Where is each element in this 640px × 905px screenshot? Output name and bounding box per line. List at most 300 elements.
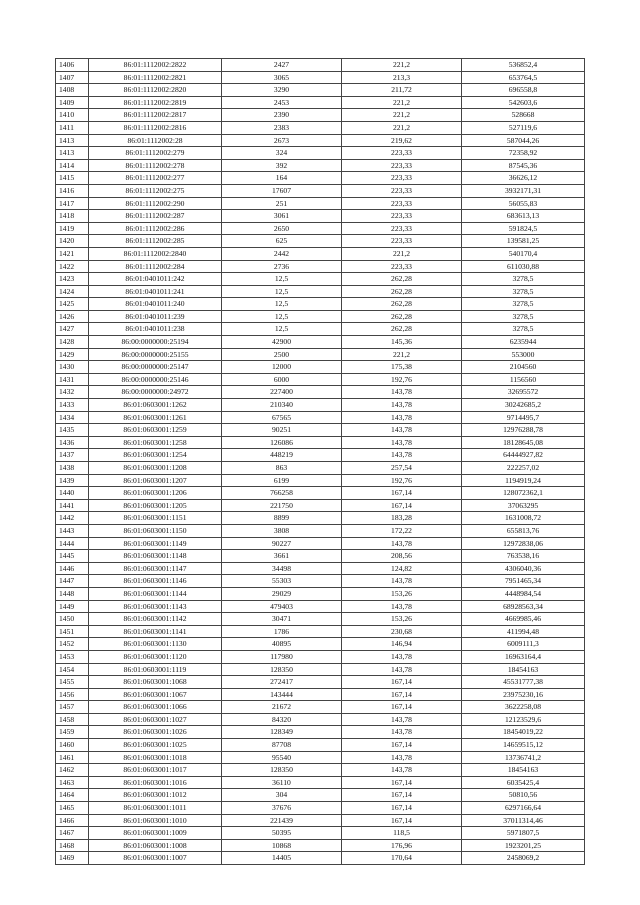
cadastral-value-cell: 591824,5 bbox=[462, 222, 585, 235]
specific-value-cell: 213,3 bbox=[342, 71, 462, 84]
area-value-cell: 128349 bbox=[222, 726, 342, 739]
row-number-cell: 1459 bbox=[56, 726, 89, 739]
cadastral-number-cell: 86:01:0603001:1120 bbox=[89, 650, 222, 663]
cadastral-number-cell: 86:01:0603001:1143 bbox=[89, 600, 222, 613]
table-row bbox=[56, 260, 585, 273]
cadastral-number-cell: 86:00:0000000:25146 bbox=[89, 373, 222, 386]
cadastral-number-cell: 86:01:0603001:1142 bbox=[89, 613, 222, 626]
cadastral-number-cell: 86:01:0603001:1141 bbox=[89, 625, 222, 638]
specific-value-cell: 219,62 bbox=[342, 134, 462, 147]
table-row bbox=[56, 701, 585, 714]
table-row bbox=[56, 348, 585, 361]
table-row bbox=[56, 235, 585, 248]
table-row bbox=[56, 310, 585, 323]
cadastral-number-cell: 86:01:0603001:1010 bbox=[89, 814, 222, 827]
table-row bbox=[56, 247, 585, 260]
area-value-cell: 272417 bbox=[222, 676, 342, 689]
cadastral-number-cell: 86:01:0603001:1146 bbox=[89, 575, 222, 588]
area-value-cell: 55303 bbox=[222, 575, 342, 588]
table-row bbox=[56, 613, 585, 626]
table-row bbox=[56, 134, 585, 147]
table-row bbox=[56, 550, 585, 563]
specific-value-cell: 143,78 bbox=[342, 650, 462, 663]
table-row bbox=[56, 361, 585, 374]
area-value-cell: 87708 bbox=[222, 739, 342, 752]
cadastral-value-cell: 4306040,36 bbox=[462, 562, 585, 575]
table-row bbox=[56, 197, 585, 210]
specific-value-cell: 221,2 bbox=[342, 59, 462, 72]
row-number-cell: 1450 bbox=[56, 613, 89, 626]
cadastral-value-cell: 12972838,06 bbox=[462, 537, 585, 550]
table-row bbox=[56, 713, 585, 726]
specific-value-cell: 208,56 bbox=[342, 550, 462, 563]
cadastral-value-cell: 222257,02 bbox=[462, 462, 585, 475]
specific-value-cell: 221,2 bbox=[342, 96, 462, 109]
area-value-cell: 221750 bbox=[222, 499, 342, 512]
area-value-cell: 40895 bbox=[222, 638, 342, 651]
area-value-cell: 2427 bbox=[222, 59, 342, 72]
row-number-cell: 1436 bbox=[56, 436, 89, 449]
specific-value-cell: 223,33 bbox=[342, 197, 462, 210]
cadastral-value-cell: 3278,5 bbox=[462, 310, 585, 323]
specific-value-cell: 143,78 bbox=[342, 386, 462, 399]
cadastral-number-cell: 86:01:0603001:1025 bbox=[89, 739, 222, 752]
area-value-cell: 30471 bbox=[222, 613, 342, 626]
area-value-cell: 12,5 bbox=[222, 273, 342, 286]
specific-value-cell: 143,78 bbox=[342, 424, 462, 437]
area-value-cell: 210340 bbox=[222, 399, 342, 412]
cadastral-number-cell: 86:01:1112002:275 bbox=[89, 184, 222, 197]
table-row bbox=[56, 373, 585, 386]
table-row bbox=[56, 59, 585, 72]
row-number-cell: 1431 bbox=[56, 373, 89, 386]
specific-value-cell: 167,14 bbox=[342, 487, 462, 500]
cadastral-number-cell: 86:01:1112002:2840 bbox=[89, 247, 222, 260]
row-number-cell: 1427 bbox=[56, 323, 89, 336]
cadastral-number-cell: 86:01:1112002:290 bbox=[89, 197, 222, 210]
area-value-cell: 12,5 bbox=[222, 298, 342, 311]
specific-value-cell: 143,78 bbox=[342, 764, 462, 777]
row-number-cell: 1410 bbox=[56, 109, 89, 122]
cadastral-number-cell: 86:01:0603001:1011 bbox=[89, 802, 222, 815]
specific-value-cell: 143,78 bbox=[342, 411, 462, 424]
cadastral-number-cell: 86:01:1112002:2817 bbox=[89, 109, 222, 122]
cadastral-value-cell: 87545,36 bbox=[462, 159, 585, 172]
specific-value-cell: 223,33 bbox=[342, 147, 462, 160]
table-row bbox=[56, 802, 585, 815]
cadastral-value-cell: 3278,5 bbox=[462, 323, 585, 336]
specific-value-cell: 262,28 bbox=[342, 298, 462, 311]
area-value-cell: 128350 bbox=[222, 663, 342, 676]
area-value-cell: 479403 bbox=[222, 600, 342, 613]
table-row bbox=[56, 84, 585, 97]
area-value-cell: 1786 bbox=[222, 625, 342, 638]
specific-value-cell: 143,78 bbox=[342, 399, 462, 412]
cadastral-value-cell: 12976288,78 bbox=[462, 424, 585, 437]
area-value-cell: 143444 bbox=[222, 688, 342, 701]
cadastral-value-cell: 6297166,64 bbox=[462, 802, 585, 815]
table-body bbox=[56, 59, 585, 865]
specific-value-cell: 183,28 bbox=[342, 512, 462, 525]
specific-value-cell: 223,33 bbox=[342, 210, 462, 223]
cadastral-number-cell: 86:01:0401011:238 bbox=[89, 323, 222, 336]
specific-value-cell: 262,28 bbox=[342, 285, 462, 298]
row-number-cell: 1439 bbox=[56, 474, 89, 487]
area-value-cell: 90227 bbox=[222, 537, 342, 550]
table-row bbox=[56, 764, 585, 777]
area-value-cell: 3808 bbox=[222, 524, 342, 537]
area-value-cell: 766258 bbox=[222, 487, 342, 500]
row-number-cell: 1425 bbox=[56, 298, 89, 311]
area-value-cell: 2650 bbox=[222, 222, 342, 235]
row-number-cell: 1440 bbox=[56, 487, 89, 500]
specific-value-cell: 167,14 bbox=[342, 776, 462, 789]
row-number-cell: 1464 bbox=[56, 789, 89, 802]
cadastral-number-cell: 86:01:0603001:1018 bbox=[89, 751, 222, 764]
cadastral-value-cell: 536852,4 bbox=[462, 59, 585, 72]
area-value-cell: 2383 bbox=[222, 121, 342, 134]
table-row bbox=[56, 184, 585, 197]
table-row bbox=[56, 512, 585, 525]
specific-value-cell: 176,96 bbox=[342, 839, 462, 852]
cadastral-value-cell: 50810,56 bbox=[462, 789, 585, 802]
cadastral-value-cell: 3932171,31 bbox=[462, 184, 585, 197]
cadastral-value-cell: 6035425,4 bbox=[462, 776, 585, 789]
area-value-cell: 14405 bbox=[222, 852, 342, 865]
cadastral-number-cell: 86:00:0000000:25147 bbox=[89, 361, 222, 374]
row-number-cell: 1442 bbox=[56, 512, 89, 525]
cadastral-number-cell: 86:01:1112002:28 bbox=[89, 134, 222, 147]
cadastral-value-cell: 36626,12 bbox=[462, 172, 585, 185]
cadastral-number-cell: 86:01:1112002:286 bbox=[89, 222, 222, 235]
row-number-cell: 1428 bbox=[56, 336, 89, 349]
cadastral-number-cell: 86:01:0603001:1067 bbox=[89, 688, 222, 701]
table-row bbox=[56, 688, 585, 701]
area-value-cell: 2453 bbox=[222, 96, 342, 109]
row-number-cell: 1430 bbox=[56, 361, 89, 374]
cadastral-value-cell: 696558,8 bbox=[462, 84, 585, 97]
row-number-cell: 1413 bbox=[56, 147, 89, 160]
row-number-cell: 1426 bbox=[56, 310, 89, 323]
cadastral-number-cell: 86:01:0401011:241 bbox=[89, 285, 222, 298]
area-value-cell: 34498 bbox=[222, 562, 342, 575]
cadastral-number-cell: 86:01:0603001:1205 bbox=[89, 499, 222, 512]
cadastral-value-cell: 587044,26 bbox=[462, 134, 585, 147]
area-value-cell: 3065 bbox=[222, 71, 342, 84]
cadastral-value-cell: 2458069,2 bbox=[462, 852, 585, 865]
row-number-cell: 1453 bbox=[56, 650, 89, 663]
area-value-cell: 50395 bbox=[222, 827, 342, 840]
table-row bbox=[56, 285, 585, 298]
area-value-cell: 12,5 bbox=[222, 285, 342, 298]
area-value-cell: 251 bbox=[222, 197, 342, 210]
row-number-cell: 1460 bbox=[56, 739, 89, 752]
row-number-cell: 1448 bbox=[56, 587, 89, 600]
specific-value-cell: 167,14 bbox=[342, 802, 462, 815]
cadastral-number-cell: 86:00:0000000:25155 bbox=[89, 348, 222, 361]
cadastral-number-cell: 86:00:0000000:25194 bbox=[89, 336, 222, 349]
cadastral-value-cell: 3278,5 bbox=[462, 285, 585, 298]
cadastral-number-cell: 86:01:0603001:1009 bbox=[89, 827, 222, 840]
area-value-cell: 304 bbox=[222, 789, 342, 802]
cadastral-number-cell: 86:01:0603001:1066 bbox=[89, 701, 222, 714]
row-number-cell: 1446 bbox=[56, 562, 89, 575]
row-number-cell: 1424 bbox=[56, 285, 89, 298]
cadastral-number-cell: 86:01:0603001:1130 bbox=[89, 638, 222, 651]
row-number-cell: 1420 bbox=[56, 235, 89, 248]
cadastral-value-cell: 540170,4 bbox=[462, 247, 585, 260]
cadastral-value-cell: 7951465,34 bbox=[462, 575, 585, 588]
specific-value-cell: 223,33 bbox=[342, 260, 462, 273]
row-number-cell: 1415 bbox=[56, 172, 89, 185]
table-row bbox=[56, 739, 585, 752]
cadastral-number-cell: 86:01:1112002:2816 bbox=[89, 121, 222, 134]
row-number-cell: 1441 bbox=[56, 499, 89, 512]
cadastral-number-cell: 86:01:0603001:1147 bbox=[89, 562, 222, 575]
cadastral-value-cell: 3278,5 bbox=[462, 273, 585, 286]
row-number-cell: 1466 bbox=[56, 814, 89, 827]
cadastral-value-cell: 553000 bbox=[462, 348, 585, 361]
specific-value-cell: 262,28 bbox=[342, 310, 462, 323]
specific-value-cell: 143,78 bbox=[342, 600, 462, 613]
specific-value-cell: 192,76 bbox=[342, 373, 462, 386]
cadastral-value-cell: 683613,13 bbox=[462, 210, 585, 223]
cadastral-number-cell: 86:01:0603001:1144 bbox=[89, 587, 222, 600]
row-number-cell: 1432 bbox=[56, 386, 89, 399]
cadastral-value-cell: 9714495,7 bbox=[462, 411, 585, 424]
row-number-cell: 1463 bbox=[56, 776, 89, 789]
area-value-cell: 12000 bbox=[222, 361, 342, 374]
area-value-cell: 84320 bbox=[222, 713, 342, 726]
cadastral-value-cell: 5971807,5 bbox=[462, 827, 585, 840]
specific-value-cell: 143,78 bbox=[342, 449, 462, 462]
table-row bbox=[56, 147, 585, 160]
cadastral-number-cell: 86:01:1112002:2819 bbox=[89, 96, 222, 109]
table-row bbox=[56, 537, 585, 550]
specific-value-cell: 223,33 bbox=[342, 184, 462, 197]
row-number-cell: 1445 bbox=[56, 550, 89, 563]
table-row bbox=[56, 109, 585, 122]
specific-value-cell: 167,14 bbox=[342, 789, 462, 802]
table-row bbox=[56, 121, 585, 134]
specific-value-cell: 118,5 bbox=[342, 827, 462, 840]
area-value-cell: 126086 bbox=[222, 436, 342, 449]
area-value-cell: 2500 bbox=[222, 348, 342, 361]
table-row bbox=[56, 462, 585, 475]
area-value-cell: 392 bbox=[222, 159, 342, 172]
cadastral-number-cell: 86:01:0603001:1119 bbox=[89, 663, 222, 676]
cadastral-number-cell: 86:01:1112002:279 bbox=[89, 147, 222, 160]
cadastral-value-cell: 1631008,72 bbox=[462, 512, 585, 525]
specific-value-cell: 221,2 bbox=[342, 348, 462, 361]
cadastral-value-cell: 13736741,2 bbox=[462, 751, 585, 764]
table-row bbox=[56, 222, 585, 235]
table-row bbox=[56, 524, 585, 537]
row-number-cell: 1455 bbox=[56, 676, 89, 689]
cadastral-value-cell: 527119,6 bbox=[462, 121, 585, 134]
table-row bbox=[56, 638, 585, 651]
cadastral-number-cell: 86:01:0603001:1012 bbox=[89, 789, 222, 802]
area-value-cell: 67565 bbox=[222, 411, 342, 424]
specific-value-cell: 262,28 bbox=[342, 323, 462, 336]
table-row bbox=[56, 839, 585, 852]
area-value-cell: 6199 bbox=[222, 474, 342, 487]
table-row bbox=[56, 663, 585, 676]
row-number-cell: 1422 bbox=[56, 260, 89, 273]
cadastral-value-cell: 18454163 bbox=[462, 663, 585, 676]
area-value-cell: 36110 bbox=[222, 776, 342, 789]
cadastral-value-cell: 18454163 bbox=[462, 764, 585, 777]
table-row bbox=[56, 852, 585, 865]
area-value-cell: 42900 bbox=[222, 336, 342, 349]
cadastral-number-cell: 86:01:0603001:1068 bbox=[89, 676, 222, 689]
row-number-cell: 1406 bbox=[56, 59, 89, 72]
table-row bbox=[56, 726, 585, 739]
area-value-cell: 37676 bbox=[222, 802, 342, 815]
specific-value-cell: 143,78 bbox=[342, 663, 462, 676]
cadastral-value-cell: 45531777,38 bbox=[462, 676, 585, 689]
table-row bbox=[56, 298, 585, 311]
specific-value-cell: 124,82 bbox=[342, 562, 462, 575]
area-value-cell: 17607 bbox=[222, 184, 342, 197]
cadastral-value-cell: 542603,6 bbox=[462, 96, 585, 109]
table-row bbox=[56, 562, 585, 575]
cadastral-value-cell: 763538,16 bbox=[462, 550, 585, 563]
cadastral-value-cell: 1194919,24 bbox=[462, 474, 585, 487]
row-number-cell: 1444 bbox=[56, 537, 89, 550]
specific-value-cell: 143,78 bbox=[342, 726, 462, 739]
specific-value-cell: 146,94 bbox=[342, 638, 462, 651]
area-value-cell: 2442 bbox=[222, 247, 342, 260]
specific-value-cell: 143,78 bbox=[342, 537, 462, 550]
specific-value-cell: 223,33 bbox=[342, 172, 462, 185]
table-row bbox=[56, 71, 585, 84]
cadastral-value-cell: 32695572 bbox=[462, 386, 585, 399]
area-value-cell: 6000 bbox=[222, 373, 342, 386]
row-number-cell: 1429 bbox=[56, 348, 89, 361]
cadastral-value-cell: 72358,92 bbox=[462, 147, 585, 160]
row-number-cell: 1409 bbox=[56, 96, 89, 109]
specific-value-cell: 167,14 bbox=[342, 688, 462, 701]
cadastral-number-cell: 86:01:1112002:278 bbox=[89, 159, 222, 172]
row-number-cell: 1449 bbox=[56, 600, 89, 613]
row-number-cell: 1435 bbox=[56, 424, 89, 437]
cadastral-number-cell: 86:01:0603001:1007 bbox=[89, 852, 222, 865]
area-value-cell: 3061 bbox=[222, 210, 342, 223]
cadastral-number-cell: 86:01:0603001:1148 bbox=[89, 550, 222, 563]
cadastral-value-cell: 3622258,08 bbox=[462, 701, 585, 714]
row-number-cell: 1458 bbox=[56, 713, 89, 726]
cadastral-number-cell: 86:00:0000000:24972 bbox=[89, 386, 222, 399]
cadastral-value-cell: 411994,48 bbox=[462, 625, 585, 638]
cadastral-number-cell: 86:01:0603001:1208 bbox=[89, 462, 222, 475]
table-row bbox=[56, 96, 585, 109]
row-number-cell: 1413 bbox=[56, 134, 89, 147]
row-number-cell: 1419 bbox=[56, 222, 89, 235]
cadastral-value-cell: 4669985,46 bbox=[462, 613, 585, 626]
area-value-cell: 8899 bbox=[222, 512, 342, 525]
specific-value-cell: 167,14 bbox=[342, 814, 462, 827]
cadastral-value-cell: 6009111,3 bbox=[462, 638, 585, 651]
table-row bbox=[56, 411, 585, 424]
cadastral-number-cell: 86:01:0603001:1254 bbox=[89, 449, 222, 462]
specific-value-cell: 223,33 bbox=[342, 222, 462, 235]
table-row bbox=[56, 386, 585, 399]
specific-value-cell: 167,14 bbox=[342, 739, 462, 752]
cadastral-number-cell: 86:01:0603001:1258 bbox=[89, 436, 222, 449]
specific-value-cell: 143,78 bbox=[342, 575, 462, 588]
table-row bbox=[56, 625, 585, 638]
cadastral-number-cell: 86:01:1112002:284 bbox=[89, 260, 222, 273]
cadastral-value-cell: 14659515,12 bbox=[462, 739, 585, 752]
cadastral-value-cell: 128072362,1 bbox=[462, 487, 585, 500]
table-row bbox=[56, 436, 585, 449]
area-value-cell: 12,5 bbox=[222, 323, 342, 336]
row-number-cell: 1437 bbox=[56, 449, 89, 462]
cadastral-number-cell: 86:01:1112002:2822 bbox=[89, 59, 222, 72]
cadastral-number-cell: 86:01:0603001:1151 bbox=[89, 512, 222, 525]
cadastral-value-cell: 1156560 bbox=[462, 373, 585, 386]
area-value-cell: 625 bbox=[222, 235, 342, 248]
cadastral-value-cell: 2104560 bbox=[462, 361, 585, 374]
table-row bbox=[56, 600, 585, 613]
cadastral-number-cell: 86:01:0603001:1150 bbox=[89, 524, 222, 537]
cadastral-value-cell: 37011314,46 bbox=[462, 814, 585, 827]
row-number-cell: 1414 bbox=[56, 159, 89, 172]
specific-value-cell: 221,2 bbox=[342, 109, 462, 122]
cadastral-number-cell: 86:01:0603001:1008 bbox=[89, 839, 222, 852]
table-row bbox=[56, 499, 585, 512]
table-row bbox=[56, 159, 585, 172]
cadastral-value-cell: 12123529,6 bbox=[462, 713, 585, 726]
row-number-cell: 1408 bbox=[56, 84, 89, 97]
row-number-cell: 1411 bbox=[56, 121, 89, 134]
row-number-cell: 1418 bbox=[56, 210, 89, 223]
row-number-cell: 1465 bbox=[56, 802, 89, 815]
cadastral-number-cell: 86:01:0603001:1261 bbox=[89, 411, 222, 424]
table-row bbox=[56, 587, 585, 600]
area-value-cell: 95540 bbox=[222, 751, 342, 764]
table-row bbox=[56, 323, 585, 336]
specific-value-cell: 211,72 bbox=[342, 84, 462, 97]
cadastral-value-cell: 18128645,08 bbox=[462, 436, 585, 449]
cadastral-value-table bbox=[55, 58, 585, 865]
row-number-cell: 1438 bbox=[56, 462, 89, 475]
specific-value-cell: 221,2 bbox=[342, 121, 462, 134]
table-row bbox=[56, 399, 585, 412]
cadastral-value-cell: 16963164,4 bbox=[462, 650, 585, 663]
specific-value-cell: 153,26 bbox=[342, 587, 462, 600]
area-value-cell: 128350 bbox=[222, 764, 342, 777]
row-number-cell: 1434 bbox=[56, 411, 89, 424]
area-value-cell: 3661 bbox=[222, 550, 342, 563]
area-value-cell: 3290 bbox=[222, 84, 342, 97]
area-value-cell: 12,5 bbox=[222, 310, 342, 323]
cadastral-number-cell: 86:01:0603001:1016 bbox=[89, 776, 222, 789]
cadastral-number-cell: 86:01:0603001:1206 bbox=[89, 487, 222, 500]
specific-value-cell: 143,78 bbox=[342, 713, 462, 726]
specific-value-cell: 172,22 bbox=[342, 524, 462, 537]
cadastral-number-cell: 86:01:0401011:239 bbox=[89, 310, 222, 323]
cadastral-number-cell: 86:01:0401011:242 bbox=[89, 273, 222, 286]
row-number-cell: 1456 bbox=[56, 688, 89, 701]
cadastral-number-cell: 86:01:1112002:2820 bbox=[89, 84, 222, 97]
cadastral-number-cell: 86:01:0603001:1149 bbox=[89, 537, 222, 550]
table-row bbox=[56, 789, 585, 802]
row-number-cell: 1467 bbox=[56, 827, 89, 840]
row-number-cell: 1452 bbox=[56, 638, 89, 651]
table-row bbox=[56, 449, 585, 462]
